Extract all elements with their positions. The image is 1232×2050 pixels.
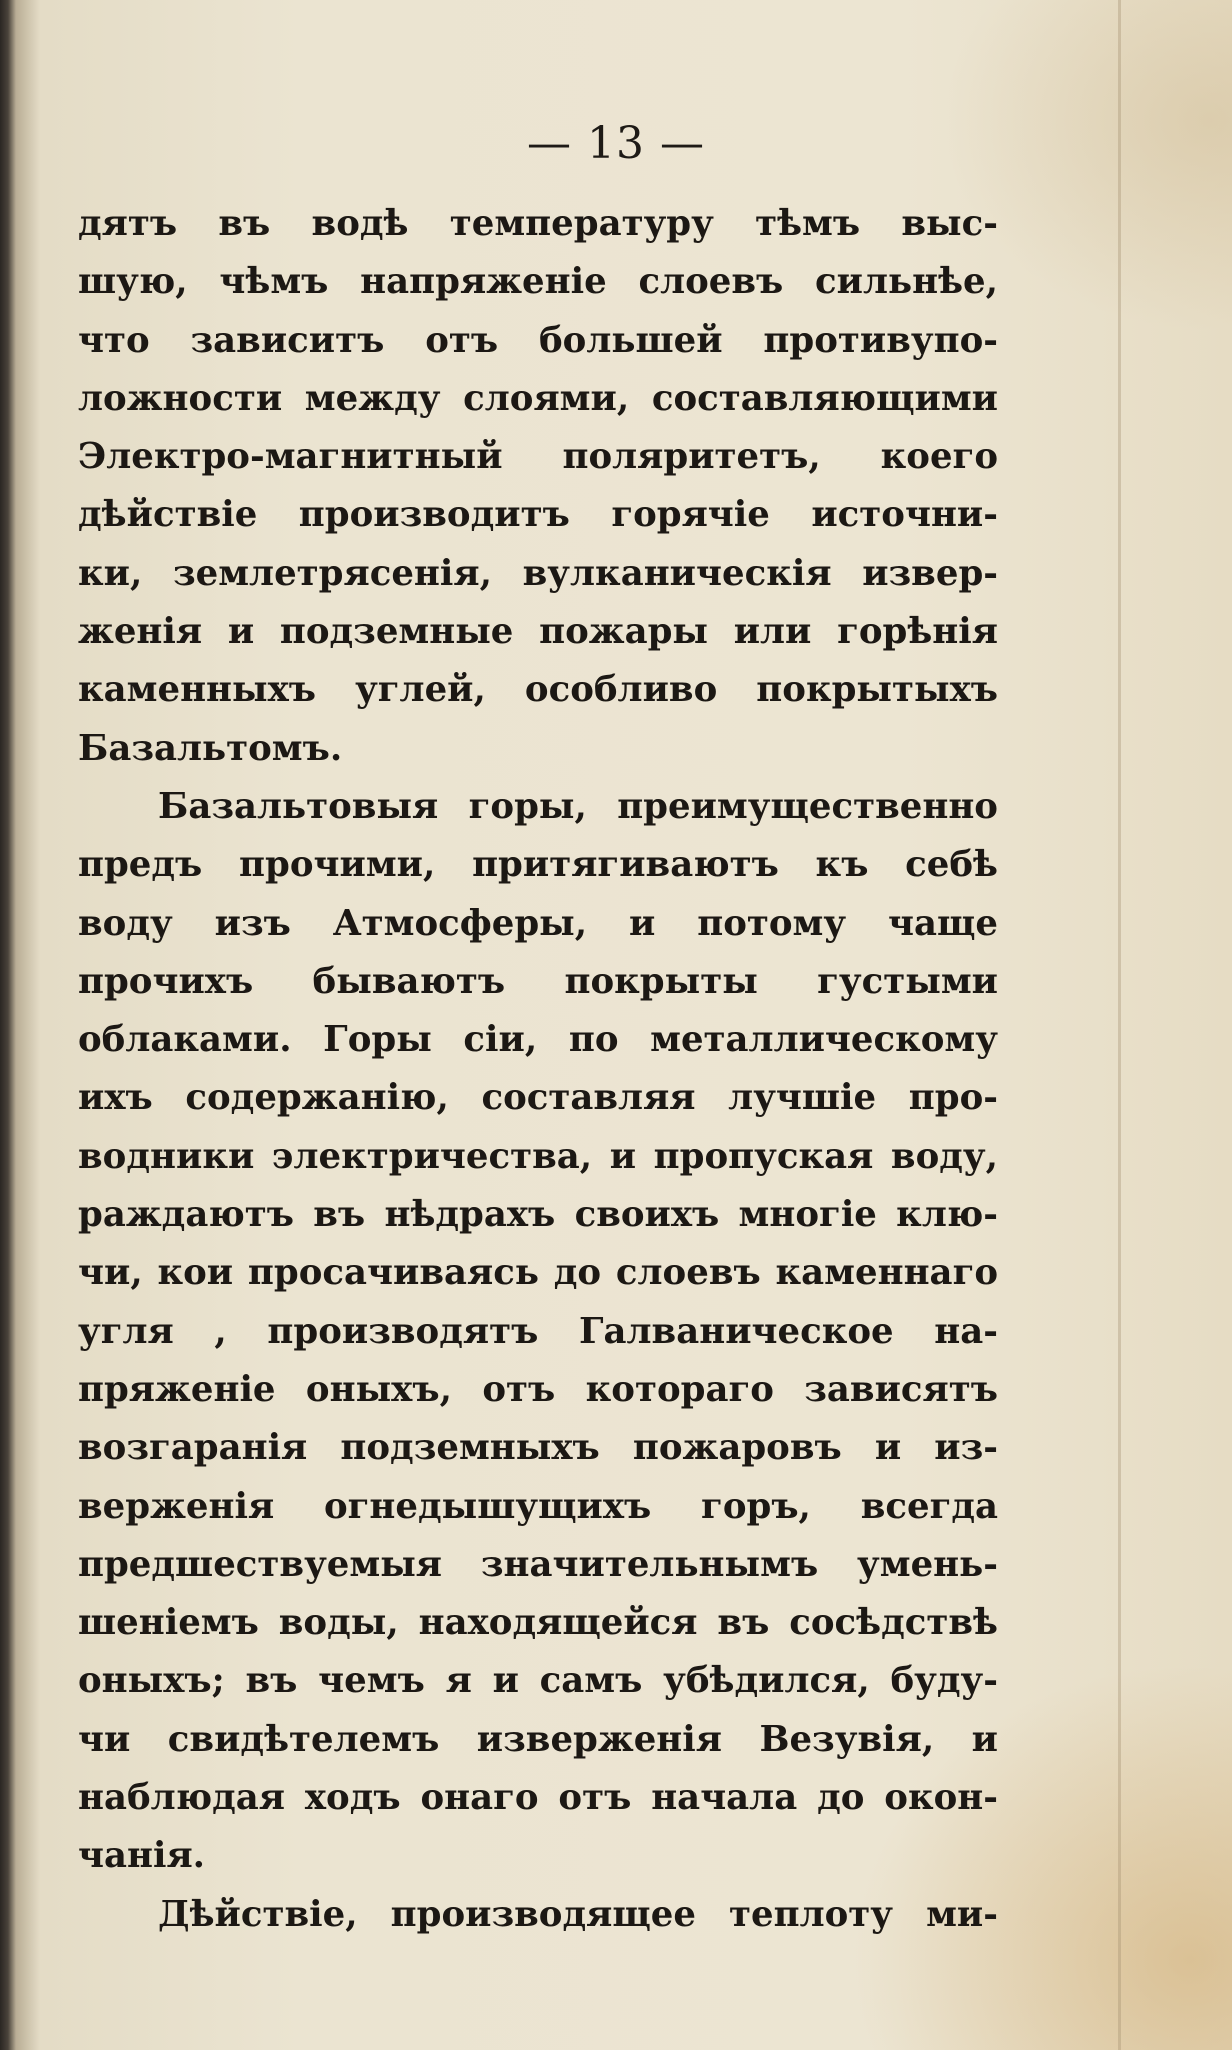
text-line: раждаютъ въ нѣдрахъ своихъ многіе клю-	[78, 1194, 998, 1236]
text-line: предъ прочими, притягиваютъ къ себѣ	[78, 844, 998, 886]
text-line: угля , производятъ Галваническое на-	[78, 1310, 998, 1352]
text-line: водники электричества, и пропуская воду,	[78, 1135, 998, 1177]
text-line: ихъ содержанію, составляя лучшіе про-	[78, 1077, 998, 1119]
text-line: Электро-магнитный поляритетъ, коего	[78, 436, 998, 478]
text-line: женія и подземные пожары или горѣнія	[78, 611, 998, 653]
text-line: верженія огнедышущихъ горъ, всегда	[78, 1485, 998, 1527]
text-line: воду изъ Атмосферы, и потому чаще	[78, 902, 998, 944]
paragraph-start-line: Дѣйствіе, производящее теплоту ми-	[158, 1893, 998, 1935]
text-line: возгаранія подземныхъ пожаровъ и из-	[78, 1427, 998, 1469]
text-line: шую, чѣмъ напряженіе слоевъ сильнѣе,	[78, 261, 998, 303]
paragraph-end-line: Базальтомъ.	[78, 727, 343, 769]
paragraph-end-line: чанія.	[78, 1835, 206, 1877]
text-line: прочихъ бываютъ покрыты густыми	[78, 960, 998, 1002]
page-number: — 13 —	[527, 118, 705, 169]
text-line: что зависитъ отъ большей противупо-	[78, 319, 998, 361]
text-line: оныхъ; въ чемъ я и самъ убѣдился, буду-	[78, 1660, 998, 1702]
text-line: дѣйствіе производитъ горячіе источни-	[78, 494, 998, 536]
paragraph-start-line: Базальтовыя горы, преимущественно	[158, 785, 998, 827]
text-line: шеніемъ воды, находящейся въ сосѣдствѣ	[78, 1602, 998, 1644]
text-line: ки, землетрясенія, вулканическія извер-	[78, 552, 998, 594]
body-text	[78, 195, 998, 1944]
text-line: предшествуемыя значительнымъ умень-	[78, 1543, 998, 1585]
text-line: чи свидѣтелемъ изверженія Везувія, и	[78, 1718, 998, 1760]
text-line: дятъ въ водѣ температуру тѣмъ выс-	[78, 203, 998, 244]
text-line: чи, кои просачиваясь до слоевъ каменнаго	[78, 1252, 998, 1294]
page-fold-shadow	[1118, 0, 1121, 2050]
text-line: облаками. Горы сіи, по металлическому	[78, 1019, 998, 1061]
text-line: каменныхъ углей, особливо покрытыхъ	[78, 669, 998, 711]
text-line: ложности между слоями, составляющими	[78, 377, 998, 419]
text-line: наблюдая ходъ онаго отъ начала до окон-	[78, 1777, 998, 1819]
text-line: пряженіе оныхъ, отъ котораго зависятъ	[78, 1368, 998, 1410]
